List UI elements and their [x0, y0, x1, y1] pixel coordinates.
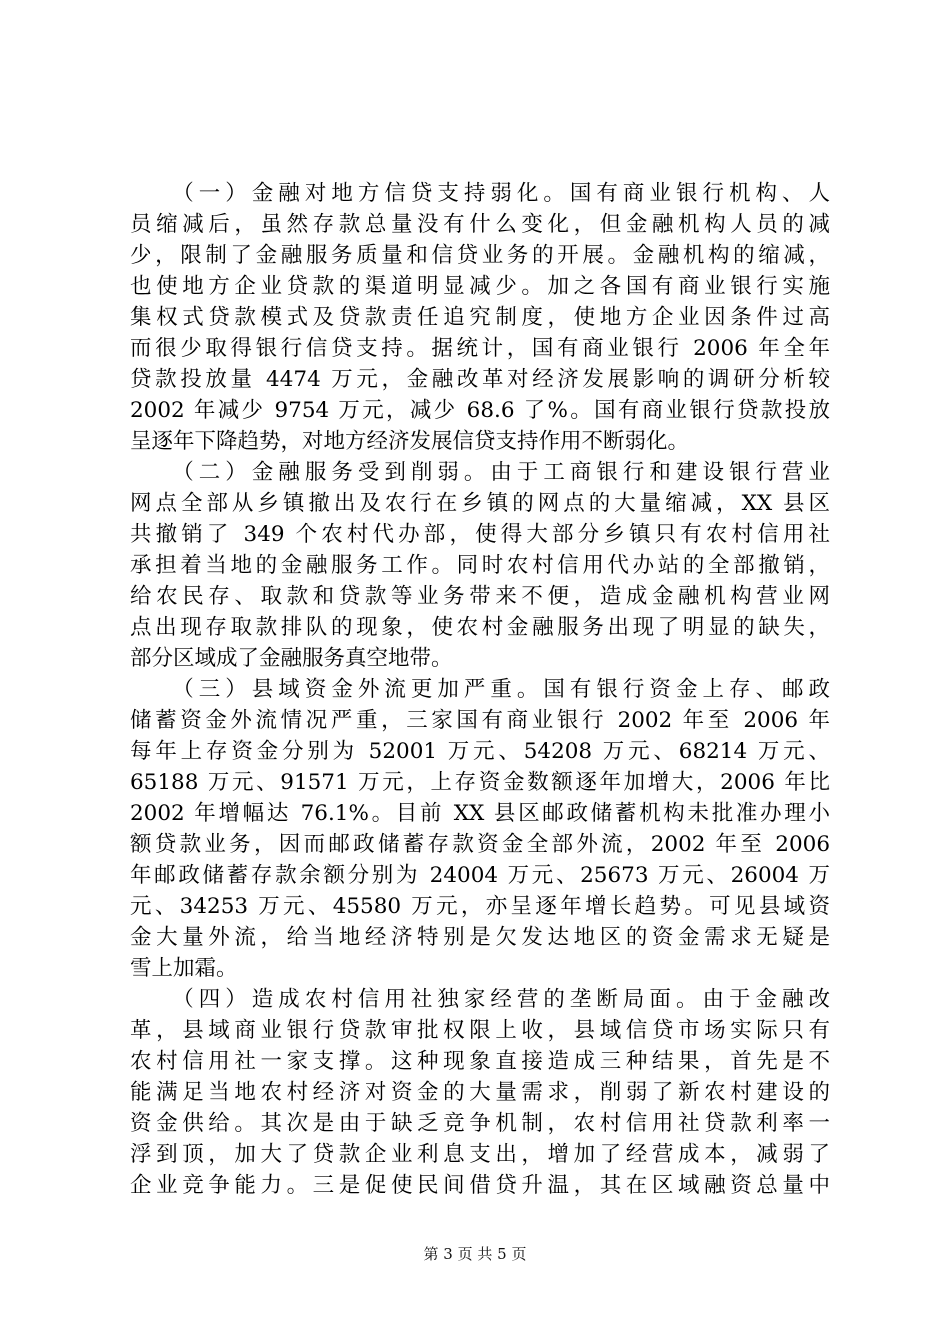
page-footer — [0, 1243, 950, 1264]
text-line: 金大量外流，给当地经济特别是欠发达地区的资金需求无疑是 — [130, 925, 830, 950]
text-line: 农村信用社一家支撑。这种现象直接造成三种结果，首先是不 — [130, 1049, 830, 1074]
text-line: 浮到顶，加大了贷款企业利息支出，增加了经营成本，减弱了 — [130, 1142, 830, 1167]
text-line: 额贷款业务，因而邮政储蓄存款资金全部外流，2002 年至 2006 — [130, 832, 830, 857]
text-line: 储蓄资金外流情况严重，三家国有商业银行 2002 年至 2006 年 — [130, 708, 830, 733]
text-line: 点出现存取款排队的现象，使农村金融服务出现了明显的缺失， — [130, 615, 830, 640]
text-line: （二）金融服务受到削弱。由于工商银行和建设银行营业 — [130, 460, 830, 485]
text-line: 部分区域成了金融服务真空地带。 — [130, 646, 453, 671]
paragraph-2 — [130, 457, 830, 674]
text-line: 每年上存资金分别为 52001 万元、54208 万元、68214 万元、 — [130, 739, 830, 764]
text-line: 雪上加霜。 — [130, 956, 238, 981]
text-line: 呈逐年下降趋势，对地方经济发展信贷支持作用不断弱化。 — [130, 429, 690, 454]
text-line: 承担着当地的金融服务工作。同时农村信用代办站的全部撤销， — [130, 553, 830, 578]
text-line: 给农民存、取款和贷款等业务带来不便，造成金融机构营业网 — [130, 584, 830, 609]
page-indicator: 第 3 页 共 5 页 — [423, 1245, 527, 1263]
text-line: 集权式贷款模式及贷款责任追究制度，使地方企业因条件过高 — [130, 305, 830, 330]
text-line: 2002 年减少 9754 万元，减少 68.6 了%。国有商业银行贷款投放 — [130, 398, 830, 423]
text-line: 年邮政储蓄存款余额分别为 24004 万元、25673 万元、26004 万 — [130, 863, 830, 888]
text-line: 元、34253 万元、45580 万元，亦呈逐年增长趋势。可见县域资 — [130, 894, 830, 919]
text-line: 贷款投放量 4474 万元，金融改革对经济发展影响的调研分析较 — [130, 367, 830, 392]
text-line: 能满足当地农村经济对资金的大量需求，削弱了新农村建设的 — [130, 1080, 830, 1105]
text-line: 65188 万元、91571 万元，上存资金数额逐年加增大，2006 年比 — [130, 770, 830, 795]
document-body — [130, 178, 830, 1201]
text-line: 2002 年增幅达 76.1%。目前 XX 县区邮政储蓄机构未批准办理小 — [130, 801, 830, 826]
text-line: 而很少取得银行信贷支持。据统计，国有商业银行 2006 年全年 — [130, 336, 830, 361]
paragraph-1 — [130, 178, 830, 457]
text-line: （一）金融对地方信贷支持弱化。国有商业银行机构、人 — [130, 181, 830, 206]
text-line: 企业竞争能力。三是促使民间借贷升温，其在区域融资总量中 — [130, 1173, 830, 1198]
text-line: 资金供给。其次是由于缺乏竞争机制，农村信用社贷款利率一 — [130, 1111, 830, 1136]
paragraph-3 — [130, 674, 830, 984]
text-line: 少，限制了金融服务质量和信贷业务的开展。金融机构的缩减， — [130, 243, 830, 268]
text-line: 革，县域商业银行贷款审批权限上收，县域信贷市场实际只有 — [130, 1018, 830, 1043]
text-line: （三）县域资金外流更加严重。国有银行资金上存、邮政 — [130, 677, 830, 702]
text-line: 共撤销了 349 个农村代办部，使得大部分乡镇只有农村信用社 — [130, 522, 830, 547]
text-line: 也使地方企业贷款的渠道明显减少。加之各国有商业银行实施 — [130, 274, 830, 299]
text-line: 网点全部从乡镇撤出及农行在乡镇的网点的大量缩减，XX 县区 — [130, 491, 830, 516]
paragraph-4 — [130, 984, 830, 1201]
text-line: （四）造成农村信用社独家经营的垄断局面。由于金融改 — [130, 987, 830, 1012]
text-line: 员缩减后，虽然存款总量没有什么变化，但金融机构人员的减 — [130, 212, 830, 237]
